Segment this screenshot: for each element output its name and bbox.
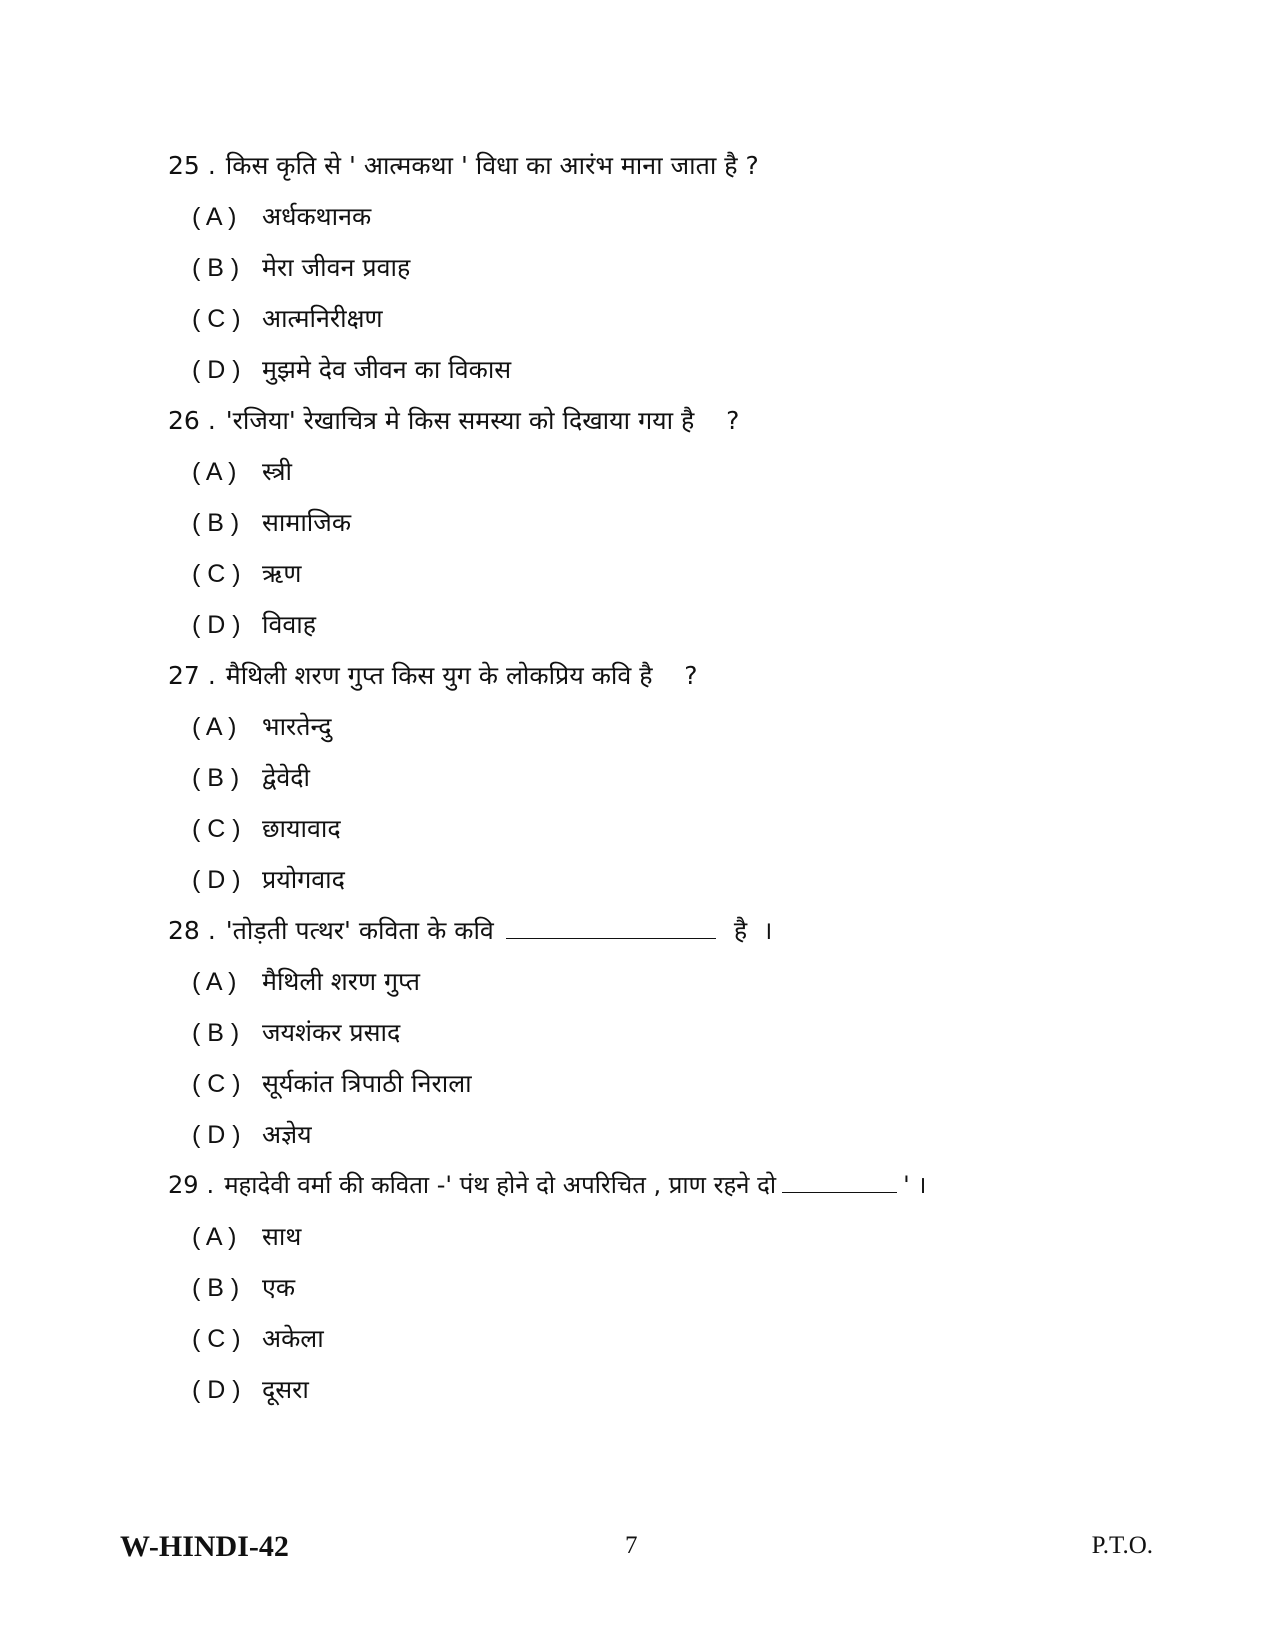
option-d (192, 1109, 1188, 1160)
question-25 (168, 140, 1188, 395)
option-text: आत्मनिरीक्षण (262, 304, 383, 333)
option-key: ( D ) (192, 1121, 241, 1149)
option-d (192, 344, 1188, 395)
question-text: महादेवी वर्मा की कविता -' पंथ होने दो अपरिचित , प्राण रहने दो (224, 1171, 777, 1199)
option-text: मुझमे देव जीवन का विकास (262, 355, 512, 384)
option-list (168, 1211, 1188, 1415)
option-text: अज्ञेय (262, 1120, 312, 1149)
please-turn-over: P.T.O. (1091, 1532, 1153, 1559)
option-key: ( C ) (192, 1325, 241, 1353)
question-text: किस कृति से ' आत्मकथा ' विधा का आरंभ माना जाता है ? (225, 151, 759, 180)
option-text: भारतेन्दु (262, 712, 332, 741)
option-text: प्रयोगवाद (262, 865, 345, 894)
question-stem (168, 140, 1188, 191)
question-26 (168, 395, 1188, 650)
question-number: 29 (168, 1171, 199, 1199)
option-text: मेरा जीवन प्रवाह (262, 253, 411, 282)
question-29 (168, 1160, 1188, 1415)
option-b (192, 1007, 1188, 1058)
page-footer (120, 1530, 1153, 1570)
question-dot: . (207, 406, 216, 435)
option-c (192, 293, 1188, 344)
question-stem (168, 1160, 1188, 1211)
option-a (192, 701, 1188, 752)
question-text-end: है । (733, 916, 773, 945)
answer-blank (782, 1172, 897, 1193)
option-d (192, 1364, 1188, 1415)
question-number: 28 (168, 916, 200, 945)
option-b (192, 497, 1188, 548)
question-number: 25 (168, 151, 200, 180)
option-a (192, 446, 1188, 497)
option-key: ( C ) (192, 560, 241, 588)
option-list (168, 956, 1188, 1160)
option-list (168, 701, 1188, 905)
question-dot: . (207, 916, 216, 945)
page-number: 7 (625, 1532, 638, 1559)
question-dot: . (207, 151, 216, 180)
option-text: छायावाद (262, 814, 341, 843)
paper-code: W-HINDI-42 (120, 1530, 289, 1563)
option-key: ( D ) (192, 356, 241, 384)
option-text: अर्धकथानक (262, 202, 372, 231)
option-b (192, 242, 1188, 293)
question-dot: . (207, 661, 216, 690)
question-27 (168, 650, 1188, 905)
option-d (192, 854, 1188, 905)
question-28 (168, 905, 1188, 1160)
question-number: 26 (168, 406, 200, 435)
option-key: ( A ) (192, 203, 237, 231)
option-key: ( D ) (192, 1376, 241, 1404)
option-b (192, 1262, 1188, 1313)
option-c (192, 1058, 1188, 1109)
option-key: ( D ) (192, 866, 241, 894)
question-text-end: ' । (903, 1171, 927, 1199)
option-b (192, 752, 1188, 803)
question-text: 'तोड़ती पत्थर' कविता के कवि (225, 916, 494, 945)
option-text: विवाह (262, 610, 317, 639)
option-c (192, 803, 1188, 854)
option-key: ( B ) (192, 509, 240, 537)
answer-blank (506, 918, 716, 939)
question-stem (168, 905, 1188, 956)
option-a (192, 956, 1188, 1007)
option-text: मैथिली शरण गुप्त (262, 967, 421, 996)
option-key: ( A ) (192, 458, 237, 486)
option-text: सूर्यकांत त्रिपाठी निराला (262, 1069, 472, 1098)
option-key: ( A ) (192, 1223, 237, 1251)
option-text: द्वेवेदी (262, 763, 311, 792)
option-a (192, 191, 1188, 242)
option-text: दूसरा (262, 1375, 309, 1404)
option-text: सामाजिक (262, 508, 352, 537)
option-c (192, 548, 1188, 599)
question-stem (168, 395, 1188, 446)
option-text: एक (262, 1273, 296, 1302)
option-key: ( C ) (192, 815, 241, 843)
option-text: ऋण (262, 559, 302, 588)
option-key: ( B ) (192, 1274, 240, 1302)
option-c (192, 1313, 1188, 1364)
option-text: अकेला (262, 1324, 324, 1353)
option-key: ( A ) (192, 968, 237, 996)
option-a (192, 1211, 1188, 1262)
question-text: मैथिली शरण गुप्त किस युग के लोकप्रिय कवि है ? (225, 661, 698, 690)
question-dot: . (206, 1171, 215, 1199)
option-key: ( C ) (192, 305, 241, 333)
option-key: ( A ) (192, 713, 237, 741)
question-list (168, 140, 1188, 1415)
option-key: ( B ) (192, 764, 240, 792)
option-list (168, 191, 1188, 395)
question-text: 'रजिया' रेखाचित्र मे किस समस्या को दिखाया गया है ? (225, 406, 740, 435)
option-d (192, 599, 1188, 650)
option-text: जयशंकर प्रसाद (262, 1018, 401, 1047)
question-stem (168, 650, 1188, 701)
option-list (168, 446, 1188, 650)
option-key: ( D ) (192, 611, 241, 639)
option-key: ( B ) (192, 254, 240, 282)
question-number: 27 (168, 661, 200, 690)
option-key: ( B ) (192, 1019, 240, 1047)
option-key: ( C ) (192, 1070, 241, 1098)
option-text: साथ (262, 1222, 302, 1251)
option-text: स्त्री (262, 457, 293, 486)
